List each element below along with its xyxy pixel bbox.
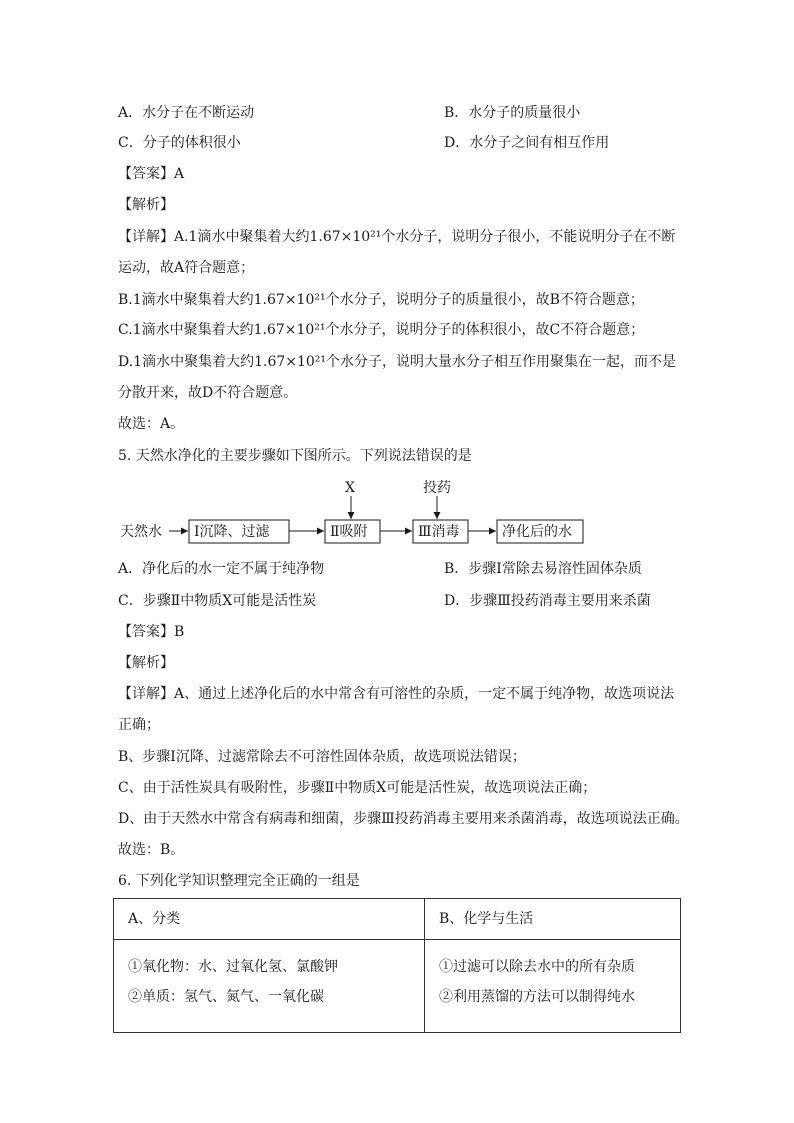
q5-option-c: C．步骤Ⅱ中物质X可能是活性炭 (118, 593, 317, 609)
q5-answer: 【答案】B (118, 624, 185, 640)
q4-option-d: D．水分子之间有相互作用 (444, 135, 610, 151)
step1-label: Ⅰ沉降、过滤 (194, 524, 270, 540)
step3-label: Ⅲ消毒 (418, 524, 460, 540)
q4-detail-line: B.1滴水中聚集着大约1.67×10²¹个水分子，说明分子的质量很小，故B不符合题意； (118, 292, 644, 308)
input-x-label: X (345, 480, 355, 496)
q5-detail-line: D、由于天然水中常含有病毒和细菌，步骤Ⅲ投药消毒主要用来杀菌消毒，故选项说法正确。 (118, 811, 689, 827)
q5-detail-line: 正确； (118, 717, 160, 733)
q5-option-a: A．净化后的水一定不属于纯净物 (118, 561, 325, 577)
table-item: ①过滤可以除去水中的所有杂质 (439, 959, 635, 975)
input-drug-label: 投药 (423, 480, 451, 496)
q5-detail-line: C、由于活性炭具有吸附性，步骤Ⅱ中物质X可能是活性炭，故选项说法正确； (118, 780, 597, 796)
q5-analysis-label: 【解析】 (118, 655, 174, 671)
diagram-start-label: 天然水 (120, 524, 162, 540)
q5-detail-line: 故选：B。 (118, 842, 185, 858)
water-purification-diagram (118, 478, 598, 548)
q6-stem: 6. 下列化学知识整理完全正确的一组是 (118, 873, 360, 889)
q5-detail-line: B、步骤Ⅰ沉降、过滤常除去不可溶性固体杂质，故选项说法错误； (118, 749, 526, 765)
end-label: 净化后的水 (502, 524, 572, 540)
q4-detail-line: 运动，故A符合题意； (118, 260, 255, 276)
table-item: ②利用蒸馏的方法可以制得纯水 (439, 989, 635, 1005)
step2-label: Ⅱ吸附 (330, 524, 368, 540)
table-header-b: B、化学与生活 (425, 899, 681, 940)
table-cell-b (425, 940, 681, 1033)
q5-option-d: D．步骤Ⅲ投药消毒主要用来杀菌 (444, 593, 651, 609)
q4-detail-line: D.1滴水中聚集着大约1.67×10²¹个水分子，说明大量水分子相互作用聚集在一起，而不是 (118, 354, 677, 370)
table-item: ①氧化物：水、过氧化氢、氯酸钾 (128, 959, 338, 975)
q5-option-b: B．步骤Ⅰ常除去易溶性固体杂质 (444, 561, 642, 577)
table-header-a: A、分类 (114, 899, 425, 940)
table-cell-a (114, 940, 425, 1033)
q6-options-table (113, 898, 681, 1033)
q4-answer: 【答案】A (118, 166, 185, 182)
q4-detail-line: C.1滴水中聚集着大约1.67×10²¹个水分子，说明分子的体积很小，故C不符合题意； (118, 322, 645, 338)
q4-option-b: B．水分子的质量很小 (444, 105, 581, 121)
q4-detail-line: 故选：A。 (118, 416, 185, 432)
q4-analysis-label: 【解析】 (118, 197, 174, 213)
q5-stem: 5. 天然水净化的主要步骤如下图所示。下列说法错误的是 (118, 448, 472, 464)
q5-detail-line: 【详解】A、通过上述净化后的水中常含有可溶性的杂质，一定不属于纯净物，故选项说法 (118, 686, 675, 702)
q4-option-c: C．分子的体积很小 (118, 135, 241, 151)
table-item: ②单质：氢气、氮气、一氧化碳 (128, 989, 324, 1005)
q4-detail-line: 分散开来，故D不符合题意。 (118, 385, 298, 401)
q4-detail-line: 【详解】A.1滴水中聚集着大约1.67×10²¹个水分子，说明分子很小，不能说明分子在不断 (118, 229, 676, 245)
q4-option-a: A．水分子在不断运动 (118, 105, 255, 121)
